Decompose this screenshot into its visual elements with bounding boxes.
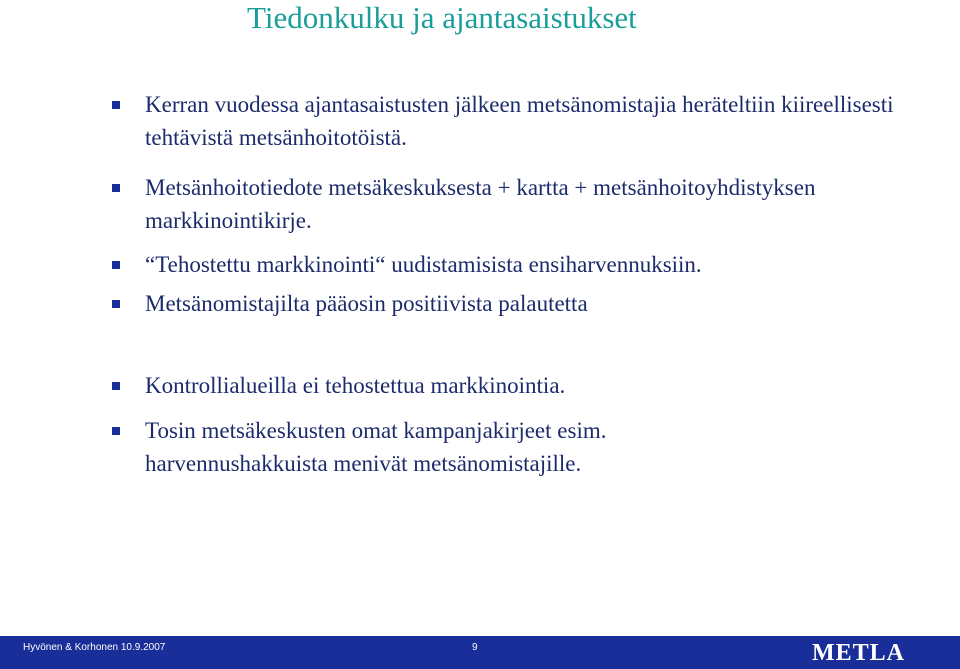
bullet-text: Tosin metsäkeskusten omat kampanjakirjeet esim. harvennushakkuista menivät metsänomistajille. — [145, 418, 607, 476]
metla-logo: METLA — [812, 640, 906, 666]
footer-authors-date: Hyvönen & Korhonen 10.9.2007 — [23, 642, 166, 653]
square-bullet-icon — [112, 101, 120, 109]
square-bullet-icon — [112, 300, 120, 308]
square-bullet-icon — [112, 184, 120, 192]
square-bullet-icon — [112, 382, 120, 390]
slide-title: Tiedonkulku ja ajantasaistukset — [247, 0, 637, 35]
bullet-text: “Tehostettu markkinointi“ uudistamisista ensiharvennuksiin. — [145, 252, 702, 277]
square-bullet-icon — [112, 261, 120, 269]
bullet-text: Kontrollialueilla ei tehostettua markkinointia. — [145, 373, 566, 398]
bullet-text: Metsänhoitotiedote metsäkeskuksesta + kartta + metsänhoitoyhdistyksen markkinointikirje. — [145, 175, 816, 233]
bullet-text: Kerran vuodessa ajantasaistusten jälkeen metsänomistajia heräteltiin kiireellisesti tehtävistä metsänhoitotöistä. — [145, 92, 894, 150]
bullet-text: Metsänomistajilta pääosin positiivista palautetta — [145, 291, 588, 316]
page-number: 9 — [472, 642, 478, 653]
square-bullet-icon — [112, 427, 120, 435]
